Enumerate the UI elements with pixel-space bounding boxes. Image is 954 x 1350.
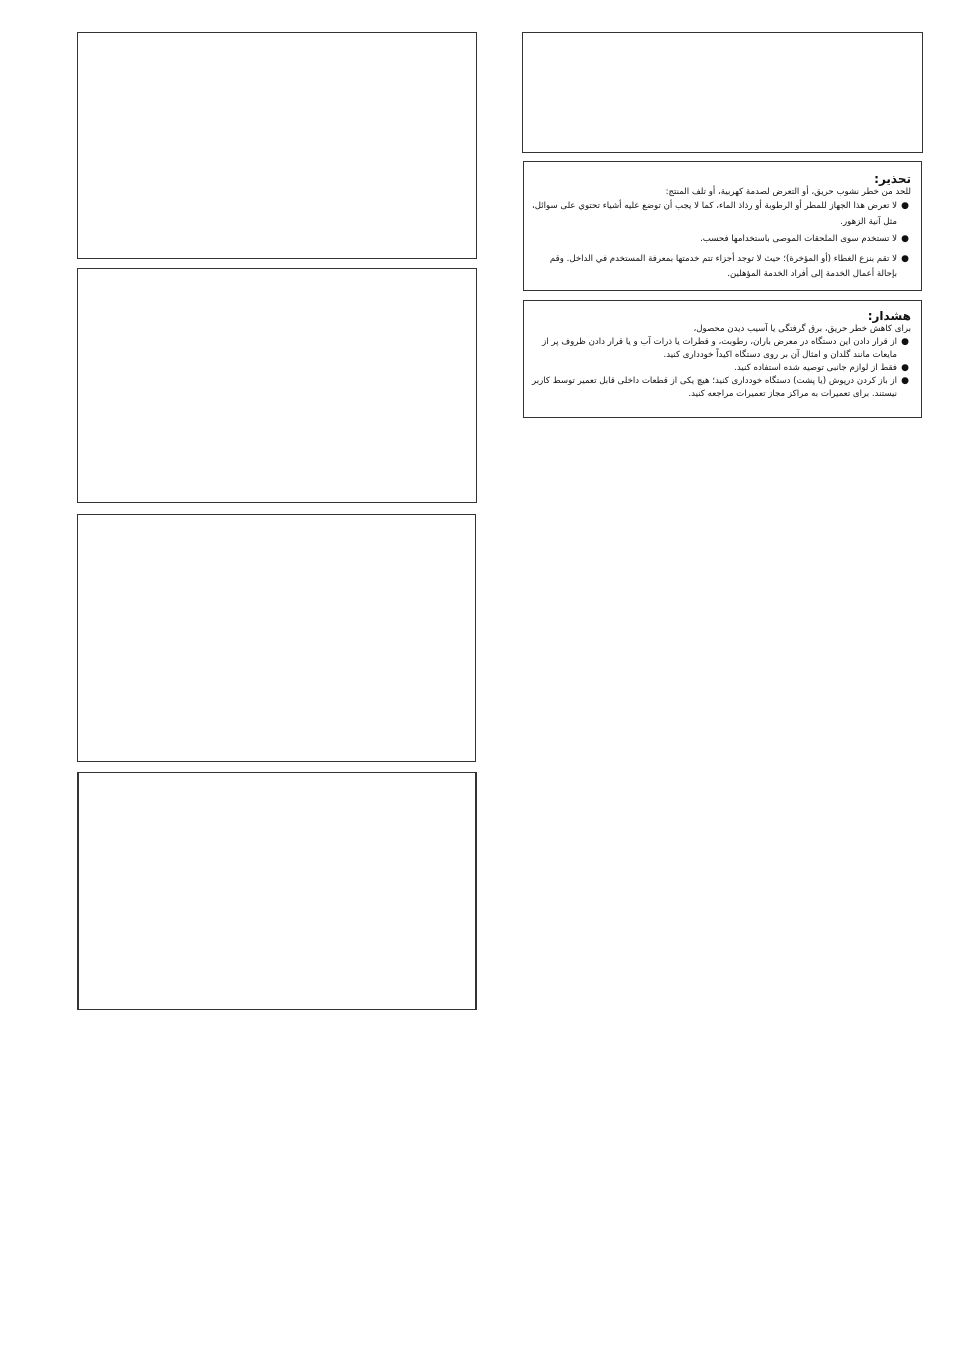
bullet-icon: ●: [901, 234, 909, 244]
list-item-text: از باز کردن درپوش (یا پشت) دستگاه خودداری کنید؛ هیچ یکی از قطعات داخلی قابل تعمیر توسط کاربر نیستند. برای تعمیرات به مراکز مجاز تعمیرات مراجعه کنید.: [531, 376, 897, 399]
list-item: [530, 362, 911, 375]
bullet-icon: ●: [901, 201, 909, 211]
list-item-text: لا تقم بنزع الغطاء (أو المؤخرة)؛ حيث لا توجد أجزاء تتم خدمتها بمعرفة المستخدم في الداخل. وقم بإحالة أعمال الخدمة إلى أفراد الخدمة المؤهلين.: [549, 253, 897, 279]
notice-intro: للحد من خطر نشوب حريق، أو التعرض لصدمة كهربية، أو تلف المنتج:: [665, 187, 911, 197]
list-item: [530, 252, 911, 283]
list-item-text: از قرار دادن این دستگاه در معرض باران، رطوبت، و قطرات یا ذرات آب و یا قرار دادن ظروف پر از مایعات مانند گلدان و امثال آن بر روی دستگاه اکیداً خودداری کنید.: [542, 337, 897, 360]
warning-notice-arabic: [523, 161, 922, 291]
warning-notice-persian: [523, 300, 922, 418]
empty-frame-left-3: [77, 514, 476, 762]
notice-title: تحذير:: [874, 172, 911, 186]
bullet-icon: ●: [901, 337, 909, 347]
notice-list: [530, 336, 911, 401]
notice-intro: برای کاهش خطر حریق، برق گرفتگی یا آسیب دیدن محصول،: [693, 324, 911, 334]
bullet-icon: ●: [901, 253, 909, 264]
notice-list: [530, 199, 911, 283]
bullet-icon: ●: [901, 376, 909, 386]
empty-frame-left-2: [77, 268, 477, 503]
bullet-icon: ●: [901, 363, 909, 373]
list-item-text: فقط از لوازم جانبی توصیه شده استفاده کنید.: [734, 363, 897, 373]
list-item: [530, 375, 911, 401]
notice-title: هشدار:: [867, 309, 911, 323]
empty-frame-left-1: [77, 32, 477, 259]
list-item-text: لا تعرض هذا الجهاز للمطر أو الرطوبة أو رذاذ الماء، كما لا يجب أن توضع عليه أشياء تحتوي على سوائل، مثل آنية الزهور.: [531, 201, 897, 227]
empty-frame-right-top: [522, 32, 923, 153]
list-item: [530, 232, 911, 248]
empty-frame-left-4: [77, 772, 477, 1010]
list-item: [530, 199, 911, 230]
list-item-text: لا تستخدم سوى الملحقات الموصى باستخدامها فحسب.: [700, 234, 897, 244]
list-item: [530, 336, 911, 362]
